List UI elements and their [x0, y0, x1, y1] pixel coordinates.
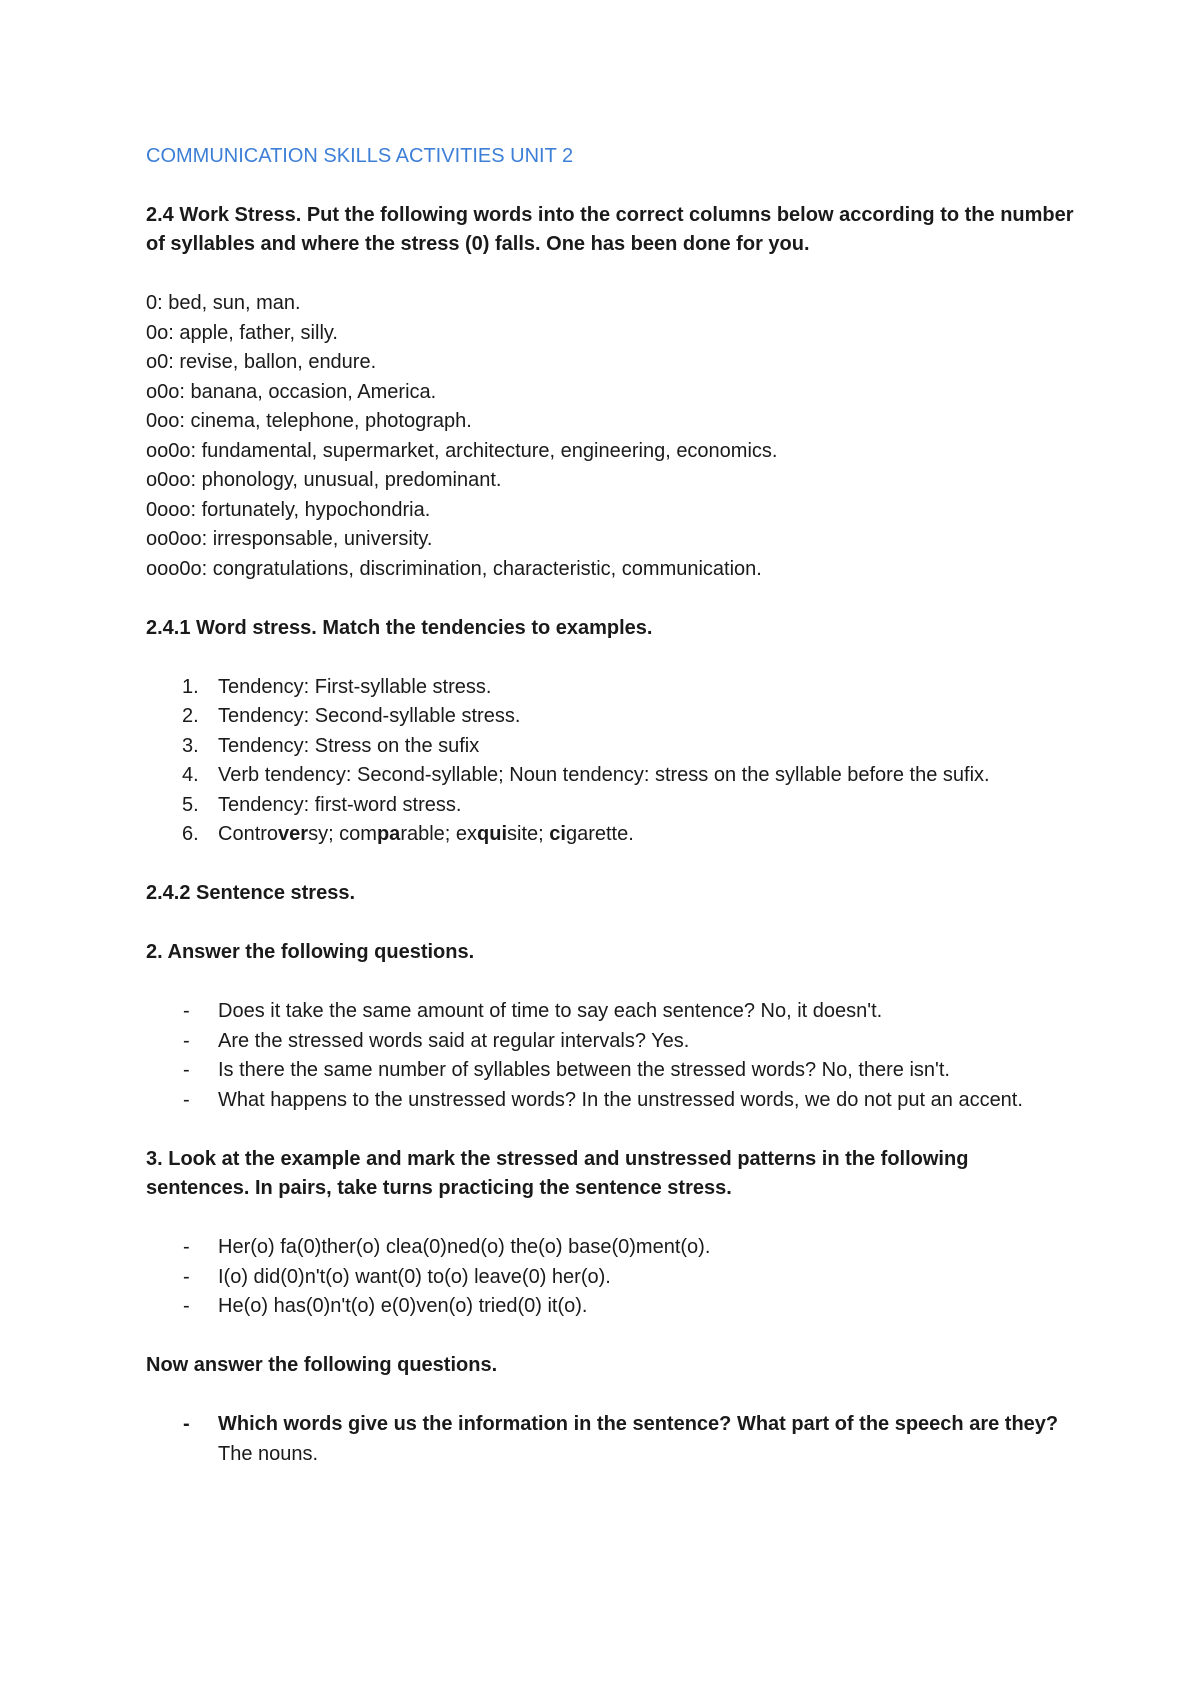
list-item [146, 1056, 1076, 1086]
stress-pattern-list [146, 289, 1076, 584]
spacer [146, 909, 1076, 939]
sentence-list [146, 1233, 1076, 1322]
dash-bullet: - [183, 1413, 190, 1435]
list-item-text: Does it take the same amount of time to say each sentence? No, it doesn't. [218, 1000, 883, 1022]
spacer [146, 1115, 1076, 1145]
spacer [146, 968, 1076, 998]
list-number: 3. [182, 734, 199, 757]
tendency-list [146, 673, 1076, 850]
spacer [146, 850, 1076, 880]
dash-bullet: - [183, 1088, 190, 1111]
dash-bullet: - [183, 1236, 190, 1258]
section-2-4-1-heading: 2.4.1 Word stress. Match the tendencies to examples. [146, 616, 653, 639]
pattern-line: o0oo: phonology, unusual, predominant. [146, 469, 502, 491]
section-2-4-heading: 2.4 Work Stress. Put the following words into the correct columns below according to the number of syllables and where the stress (0) falls. One has been done for you. [146, 203, 1074, 255]
spacer [146, 1381, 1076, 1411]
list-item [146, 820, 1076, 850]
list-number: 6. [182, 823, 199, 845]
section-2-4-2-heading: 2.4.2 Sentence stress. [146, 882, 356, 904]
spacer [146, 643, 1076, 673]
list-item [146, 1027, 1076, 1057]
pattern-line: 0: bed, sun, man. [146, 292, 301, 314]
list-item-text: Her(o) fa(0)ther(o) clea(0)ned(o) the(o) base(0)ment(o). [218, 1236, 711, 1258]
dash-bullet: - [183, 1265, 190, 1288]
stressed-syllable: pa [376, 823, 401, 845]
word-part: site; [507, 823, 550, 845]
list-item [146, 1292, 1076, 1322]
list-item [146, 1263, 1076, 1293]
pattern-line: 0o: apple, father, silly. [146, 321, 338, 344]
list-number: 1. [182, 675, 199, 698]
pattern-line: 0oo: cinema, telephone, photograph. [146, 410, 472, 432]
list-item [146, 997, 1076, 1027]
list-item [146, 791, 1076, 821]
list-item-text: Tendency: First-syllable stress. [218, 675, 492, 698]
word-part: rable; ex [400, 823, 478, 845]
list-item-text: Is there the same number of syllables between the stressed words? No, there isn't. [218, 1059, 950, 1081]
word-part: garette. [565, 823, 634, 845]
stressed-syllable: ver [278, 823, 309, 845]
pattern-line: oo0oo: irresponsable, university. [146, 528, 433, 550]
final-question-list [146, 1410, 1076, 1469]
spacer [146, 1204, 1076, 1234]
word-part: sy; com [308, 823, 377, 845]
list-item-text: Tendency: Stress on the sufix [218, 734, 480, 757]
question-3-heading: 3. Look at the example and mark the stressed and unstressed patterns in the following sentences. In pairs, take turns practicing the sentence stress. [146, 1147, 969, 1199]
list-item [146, 673, 1076, 703]
pattern-line: oo0o: fundamental, supermarket, architecture, engineering, economics. [146, 439, 778, 462]
list-item [146, 761, 1076, 791]
dash-bullet: - [183, 1029, 190, 1052]
list-item [146, 1410, 1076, 1469]
list-item [146, 732, 1076, 762]
list-item-text: Verb tendency: Second-syllable; Noun tendency: stress on the syllable before the sufix. [218, 764, 990, 786]
list-number: 2. [182, 705, 199, 727]
pattern-line: ooo0o: congratulations, discrimination, characteristic, communication. [146, 557, 762, 580]
question-text: Which words give us the information in the sentence? What part of the speech are they? [218, 1413, 1059, 1435]
now-answer-heading: Now answer the following questions. [146, 1354, 498, 1376]
word-part: Contro [218, 823, 279, 845]
list-item [146, 702, 1076, 732]
pattern-line: o0: revise, ballon, endure. [146, 351, 377, 373]
dash-bullet: - [183, 1000, 190, 1022]
document-title: COMMUNICATION SKILLS ACTIVITIES UNIT 2 [146, 145, 574, 167]
pattern-line: o0o: banana, occasion, America. [146, 380, 437, 403]
list-item-text: I(o) did(0)n't(o) want(0) to(o) leave(0) her(o). [218, 1265, 611, 1288]
answer-text: The nouns. [218, 1442, 319, 1465]
list-item-text: He(o) has(0)n't(o) e(0)ven(o) tried(0) it(o). [218, 1295, 588, 1317]
answer-list [146, 997, 1076, 1115]
list-item-text: Tendency: first-word stress. [218, 793, 462, 816]
spacer [146, 260, 1076, 290]
stressed-syllable: qui [477, 823, 508, 845]
list-item-text: Are the stressed words said at regular intervals? Yes. [218, 1029, 690, 1052]
dash-bullet: - [183, 1295, 190, 1317]
list-item [146, 1233, 1076, 1263]
list-number: 4. [182, 764, 199, 786]
spacer [146, 584, 1076, 614]
question-2-heading: 2. Answer the following questions. [146, 941, 475, 963]
list-number: 5. [182, 793, 199, 816]
list-item-text: Tendency: Second-syllable stress. [218, 705, 521, 727]
spacer [146, 1322, 1076, 1352]
document-content [146, 142, 1076, 1469]
stressed-syllable: ci [549, 823, 566, 845]
pattern-line: 0ooo: fortunately, hypochondria. [146, 498, 431, 521]
dash-bullet: - [183, 1059, 190, 1081]
list-item-text [218, 823, 634, 845]
list-item [146, 1086, 1076, 1116]
list-item-text: What happens to the unstressed words? In the unstressed words, we do not put an accent. [218, 1088, 1023, 1111]
